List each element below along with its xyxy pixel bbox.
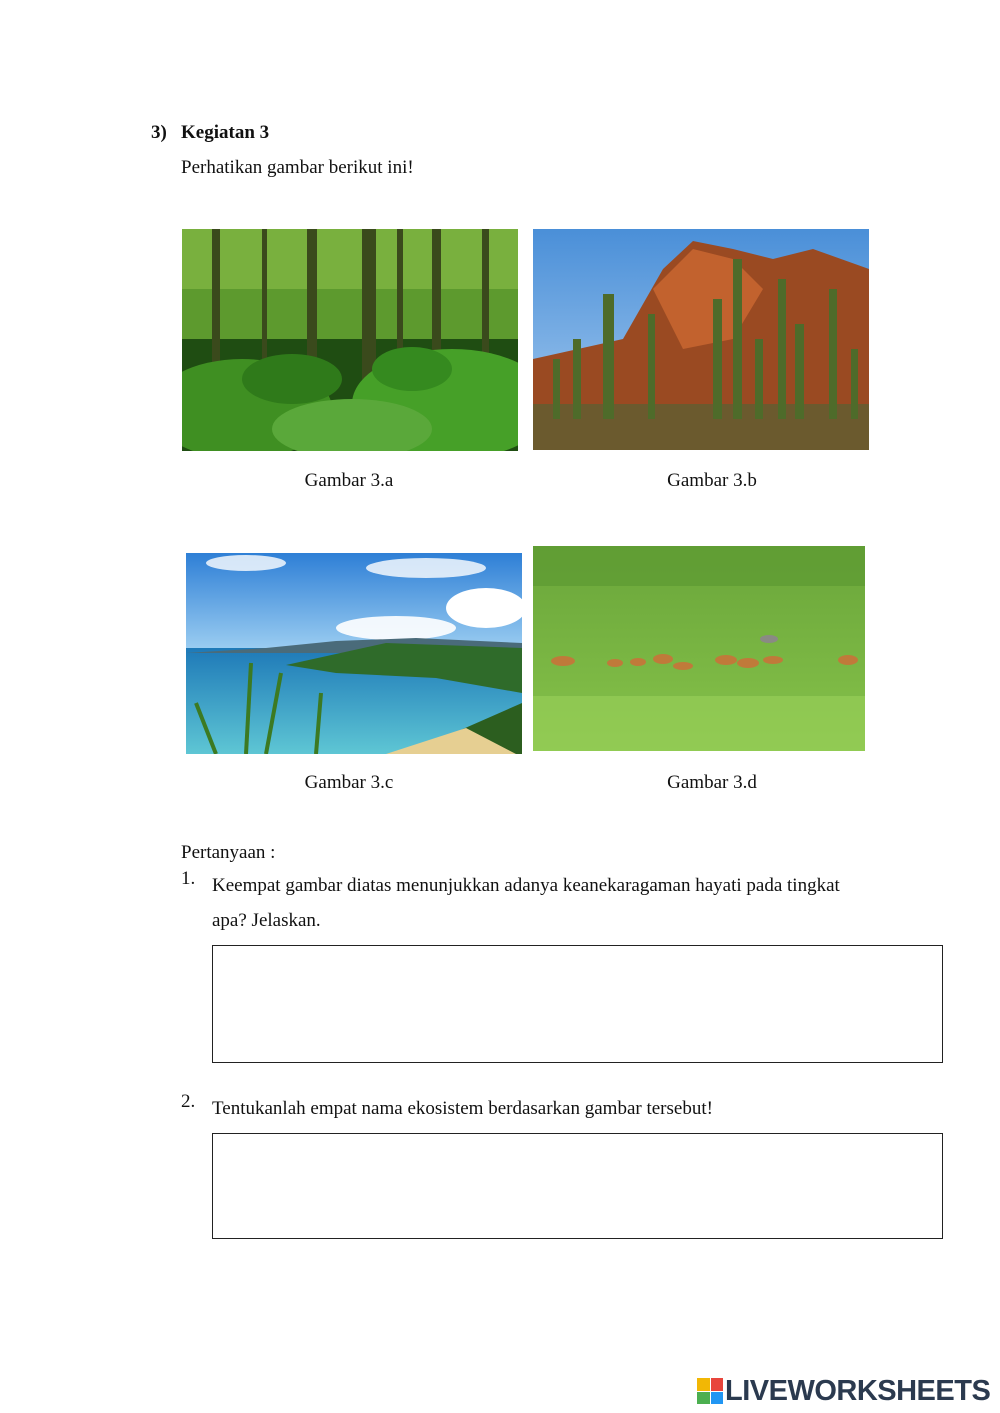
logo-tiles-icon	[697, 1378, 723, 1404]
question-2-line-1: Tentukanlah empat nama ekosistem berdasarkan gambar tersebut!	[212, 1098, 713, 1119]
logo-text: LIVEWORKSHEETS	[725, 1374, 991, 1407]
question-1-line-1: Keempat gambar diatas menunjukkan adanya keanekaragaman hayati pada tingkat	[212, 875, 840, 896]
answer-box-2[interactable]	[212, 1133, 943, 1239]
questions-label: Pertanyaan :	[181, 842, 276, 863]
caption-3c: Gambar 3.c	[304, 772, 394, 793]
question-1-number: 1.	[181, 868, 196, 889]
question-1-line-2: apa? Jelaskan.	[212, 910, 321, 931]
caption-3a: Gambar 3.a	[304, 470, 394, 491]
activity-instruction: Perhatikan gambar berikut ini!	[181, 157, 414, 178]
activity-title: Kegiatan 3	[181, 122, 270, 143]
caption-3d: Gambar 3.d	[667, 772, 757, 793]
coast-image	[186, 553, 522, 754]
activity-number: 3)	[151, 122, 167, 143]
forest-image	[182, 229, 518, 451]
caption-3b: Gambar 3.b	[667, 470, 757, 491]
savanna-image	[533, 546, 865, 751]
question-2-number: 2.	[181, 1091, 196, 1112]
liveworksheets-logo[interactable]	[697, 1374, 990, 1408]
answer-box-1[interactable]	[212, 945, 943, 1063]
desert-image	[533, 229, 869, 450]
